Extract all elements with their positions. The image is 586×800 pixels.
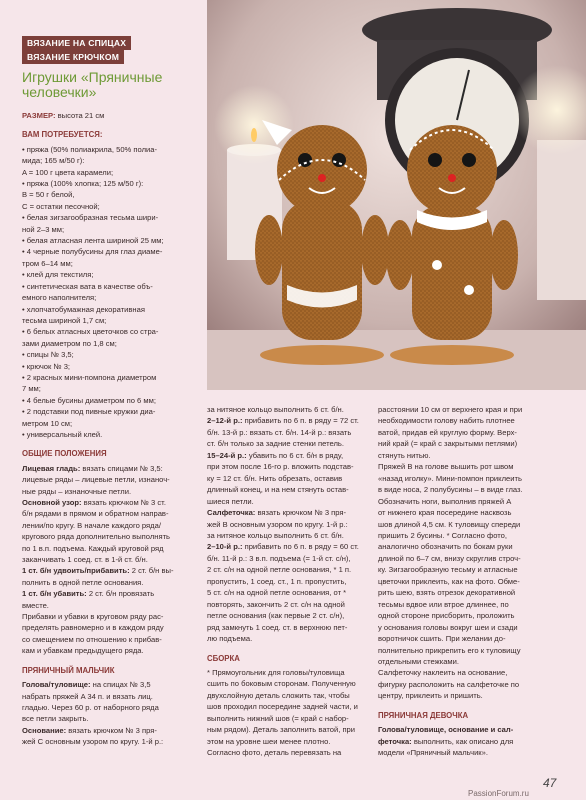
boy-line — [22, 691, 202, 702]
middle-line — [207, 633, 370, 644]
materials-line: • 4 белые бусины диаметром по 6 мм; — [22, 395, 156, 405]
right-text — [378, 404, 566, 702]
right-line — [378, 461, 566, 472]
general-line-text: 2 ст. б/н вы- — [129, 566, 174, 576]
right-column — [378, 404, 566, 759]
right-line-text: центру, приклеить и пришить. — [378, 691, 483, 701]
article-title — [22, 70, 202, 100]
materials-line: тесьма шириной 1,7 см; — [22, 315, 107, 325]
assembly-line: Согласно фото, деталь перевязать на — [207, 748, 342, 758]
general-line-text: лицевые ряды – лицевые петли, изнаноч- — [22, 475, 170, 485]
girl-line-text: модели «Пряничный мальчик». — [378, 748, 488, 758]
materials-line: емного наполнителя; — [22, 293, 97, 303]
middle-line-text: за нитяное кольцо выполнить 6 ст. б/н. — [207, 405, 344, 414]
middle-line — [207, 610, 370, 621]
materials-line: • спицы № 3,5; — [22, 350, 74, 360]
general-line — [22, 508, 202, 519]
middle-line-text: лю подъема. — [207, 634, 253, 644]
right-line — [378, 564, 566, 575]
middle-line — [207, 530, 370, 541]
girl-line — [378, 724, 566, 735]
materials-line: ной 2–3 мм; — [22, 224, 65, 234]
girl-line-text: выполнить, как описано для — [411, 736, 514, 746]
gingerbread-photo — [207, 0, 586, 390]
middle-line — [207, 438, 370, 449]
right-line-text: ватой, придав ей круглую форму. Верх- — [378, 427, 517, 437]
right-line-text: расстоянии 10 см от верхнего края и при — [378, 405, 523, 414]
middle-line-text: жей B основным узором по кругу. 1-й р.: — [207, 519, 348, 529]
size-value: высота 21 см — [55, 111, 105, 120]
middle-line — [207, 576, 370, 587]
right-line — [378, 633, 566, 644]
middle-line-text: прибавить по 6 п. в ряду = 72 ст. — [242, 416, 359, 426]
middle-line-text: шиеся петли. — [207, 496, 254, 506]
girl-line-bold: Голова/туловище, основание и сал- — [378, 725, 514, 735]
right-line — [378, 473, 566, 484]
materials-line: • синтетическая вата в качестве объ- — [22, 281, 153, 291]
boy-line-text: жей C основным узором по кругу. 1-й р.: — [22, 737, 164, 747]
general-line-text: заканчивать 1 соед. ст. в 1-й ст. б/н. — [22, 555, 148, 565]
right-line — [378, 656, 566, 667]
materials-line: • белая зигзагообразная тесьма шири- — [22, 213, 159, 223]
page-number: 47 — [543, 776, 557, 790]
general-line-bold: Лицевая гладь: — [22, 463, 81, 473]
middle-line-text: б/н. 11-й р.: 3 в.п. подъема (= 1-й ст. с/н), — [207, 553, 351, 563]
right-line-text: полнительно прикрепить его к туловищу — [378, 645, 521, 655]
right-line-text: Обозначить ноги, выполнив пряжей A — [378, 496, 512, 506]
middle-line-bold: 2–12-й р.: — [207, 416, 243, 426]
materials-list — [22, 144, 202, 441]
materials-line: A = 100 г цвета карамели; — [22, 167, 114, 177]
right-line — [378, 587, 566, 598]
materials-line: • клей для текстиля; — [22, 270, 94, 280]
boy-line — [22, 679, 202, 690]
middle-line-text: при этом после 16-го р. вложить подстав- — [207, 462, 354, 472]
right-line-text: тесьмы вдвое или втрое длиннее, по — [378, 599, 509, 609]
right-line-text: аналогично обозначить по бокам руки — [378, 542, 513, 552]
general-line-text: со смещением по отношению к прибав- — [22, 634, 162, 644]
right-line — [378, 599, 566, 610]
general-line-text: кам и убавкам предыдущего ряда. — [22, 646, 144, 656]
middle-line-text: за нитяное кольцо выполнить 6 ст. б/н. — [207, 530, 344, 540]
boy-line-text: набрать пряжей A 34 п. и вязать лиц. — [22, 691, 153, 701]
assembly-line: этом на уровне шеи менее плотно. — [207, 736, 331, 746]
materials-line: • универсальный клей. — [22, 429, 103, 439]
middle-text — [207, 404, 370, 645]
materials-line: • 6 белых атласных цветочков со стра- — [22, 327, 159, 337]
materials-line: мида; 165 м/50 г): — [22, 156, 85, 166]
right-line-text: от нижнего края посередине насквозь — [378, 508, 512, 518]
general-line-text: полнить в одной петле основания. — [22, 577, 144, 587]
materials-line: 7 мм; — [22, 384, 41, 394]
general-line-text: кругового ряда дополнительно выполнять — [22, 532, 171, 542]
right-line-text: воротничок сшить. При желании до- — [378, 634, 506, 644]
boy-line-bold: Голова/туловище: — [22, 680, 91, 690]
general-text — [22, 463, 202, 657]
middle-line — [207, 484, 370, 495]
middle-line-bold: Салфеточка: — [207, 508, 256, 518]
right-line — [378, 484, 566, 495]
general-line-bold: 1 ст. б/н убавить: — [22, 589, 87, 599]
assembly-line: * Прямоугольник для головы/туловища — [207, 667, 345, 677]
materials-line: C = остатки песочной; — [22, 201, 100, 211]
right-line — [378, 519, 566, 530]
general-line-text: пределять равномерно и в каждом ряду — [22, 623, 164, 633]
right-line — [378, 507, 566, 518]
right-line-text: одной стороне присборить, проложить — [378, 611, 515, 621]
right-line-text: Пряжей B на голове вышить рот швом — [378, 462, 514, 472]
general-line-text: вязать крючком № 3 ст. — [81, 498, 166, 507]
boy-line — [22, 702, 202, 713]
right-line — [378, 667, 566, 678]
general-line-text: по 1 в.п. подъема. Каждый круговой ряд — [22, 543, 164, 553]
title-line-2: человечки» — [22, 84, 97, 100]
general-line-bold: 1 ст. б/н удвоить/прибавить: — [22, 566, 130, 576]
materials-line: • пряжа (50% полиакрила, 50% полиа- — [22, 144, 158, 154]
middle-line — [207, 564, 370, 575]
right-line — [378, 679, 566, 690]
general-line — [22, 543, 202, 554]
right-line — [378, 427, 566, 438]
middle-line-text: прибавить по 6 п. в ряду = 60 ст. — [242, 542, 359, 552]
general-line-text: Прибавки и убавки в круговом ряду рас- — [22, 612, 164, 622]
right-line-text: отдельными стежками. — [378, 656, 459, 666]
general-line-text: вместе. — [22, 600, 49, 610]
right-line-text: ний край (= край с закрытыми петлями) — [378, 439, 518, 449]
right-line — [378, 576, 566, 587]
materials-line: • 2 подставки под пивные кружки диа- — [22, 407, 156, 417]
right-line-text: у основания головы вокруг шеи и сзади — [378, 622, 518, 632]
general-line-text: ные ряды – изнаночные петли. — [22, 486, 132, 496]
middle-column — [207, 404, 370, 759]
general-line — [22, 611, 202, 622]
watermark: PassionForum.ru — [468, 789, 529, 798]
boy-text — [22, 679, 202, 747]
middle-line-text: убавить по 6 ст. б/н в ряду, — [246, 450, 344, 460]
middle-line — [207, 415, 370, 426]
middle-line — [207, 587, 370, 598]
right-line — [378, 622, 566, 633]
general-line — [22, 577, 202, 588]
materials-line: метром 10 см; — [22, 418, 73, 428]
general-line-text: вязать спицами № 3,5: — [80, 463, 163, 473]
middle-line-text: 5 ст. с/н на одной петле основания, от * — [207, 588, 347, 598]
materials-line: • пряжа (100% хлопка; 125 м/50 г): — [22, 179, 144, 189]
assembly-line: шов проходил посередине задней части, и — [207, 702, 358, 712]
right-line — [378, 553, 566, 564]
right-line-text: стянуть нитью. — [378, 450, 431, 460]
materials-line: B = 50 г белой, — [22, 190, 75, 200]
general-line — [22, 645, 202, 656]
size-label: РАЗМЕР: — [22, 111, 56, 120]
section-tag-crochet: ВЯЗАНИЕ КРЮЧКОМ — [22, 50, 124, 64]
photo-illustration — [207, 0, 586, 390]
boy-heading: ПРЯНИЧНЫЙ МАЛЬЧИК — [22, 665, 115, 675]
materials-line: • белая атласная лента шириной 25 мм; — [22, 236, 164, 246]
girl-line-bold: феточка: — [378, 736, 412, 746]
boy-line — [22, 713, 202, 724]
boy-line — [22, 725, 202, 736]
right-line-text: пришить 2 бусины. * Согласно фото, — [378, 530, 507, 540]
materials-line: • 2 красных мини-помпона диаметром — [22, 372, 157, 382]
girl-line — [378, 736, 566, 747]
general-line-text: лении/по кругу. В начале каждого ряда/ — [22, 520, 161, 530]
right-line — [378, 645, 566, 656]
girl-text — [378, 724, 566, 758]
right-line-text: необходимости голову набить плотнее — [378, 416, 515, 426]
general-line — [22, 497, 202, 508]
size-line — [22, 110, 202, 121]
middle-line — [207, 496, 370, 507]
boy-line — [22, 736, 202, 747]
general-line — [22, 531, 202, 542]
right-line — [378, 690, 566, 701]
assembly-line: двухслойную деталь сложить так, чтобы — [207, 690, 350, 700]
general-line — [22, 474, 202, 485]
middle-line — [207, 450, 370, 461]
middle-line-text: ку = 12 ст. б/н. Нить обрезать, оставив — [207, 473, 343, 483]
girl-heading: ПРЯНИЧНАЯ ДЕВОЧКА — [378, 710, 469, 720]
boy-line-bold: Основание: — [22, 725, 67, 735]
general-line — [22, 600, 202, 611]
middle-line-bold: 15–24-й р.: — [207, 450, 247, 460]
middle-line — [207, 427, 370, 438]
boy-line-text: на спицах № 3,5 — [90, 680, 151, 690]
assembly-line: выполнить нижний шов (= край с набор- — [207, 713, 349, 723]
middle-line-text: ряд замкнуть 1 соед. ст. в верхнюю пет- — [207, 622, 348, 632]
right-line — [378, 610, 566, 621]
general-line — [22, 565, 202, 576]
assembly-line: ным рядом). Деталь заполнить ватой, при — [207, 725, 356, 735]
general-line — [22, 520, 202, 531]
assembly-text — [207, 667, 370, 759]
middle-line — [207, 622, 370, 633]
middle-line-text: петле основания (как первые 2 ст. с/н), — [207, 611, 345, 621]
middle-line — [207, 507, 370, 518]
boy-line-text: гладью. Через 60 р. от наборного ряда — [22, 702, 159, 712]
middle-line — [207, 553, 370, 564]
right-line-text: фигурку расположить на салфеточке по — [378, 679, 520, 689]
general-line — [22, 588, 202, 599]
general-line-text: 2 ст. б/н провязать — [86, 589, 155, 599]
right-line — [378, 496, 566, 507]
middle-line — [207, 541, 370, 552]
right-line — [378, 404, 566, 415]
middle-line-text: повторять, закончить 2 ст. с/н на одной — [207, 599, 345, 609]
materials-line: • хлопчатобумажная декоративная — [22, 304, 145, 314]
right-line-text: Салфеточку наклеить на основание, — [378, 668, 508, 678]
middle-line-text: б/н. 13-й р.: вязать ст. б/н. 14-й р.: вязать — [207, 427, 352, 437]
right-line — [378, 438, 566, 449]
section-tag-knitting: ВЯЗАНИЕ НА СПИЦАХ — [22, 36, 131, 50]
middle-line — [207, 599, 370, 610]
middle-line — [207, 461, 370, 472]
left-column — [22, 36, 202, 748]
right-line-text: длиной по 6–7 см, внизу скруглив строч- — [378, 553, 521, 563]
middle-line-bold: 2–10-й р.: — [207, 542, 243, 552]
right-line — [378, 530, 566, 541]
general-line-text: б/н рядами в прямом и обратном направ- — [22, 509, 169, 519]
right-line-text: цветочки приклеить, как на фото. Обме- — [378, 576, 520, 586]
right-line — [378, 450, 566, 461]
general-heading: ОБЩИЕ ПОЛОЖЕНИЯ — [22, 449, 107, 459]
assembly-heading: СБОРКА — [207, 653, 240, 663]
general-line — [22, 634, 202, 645]
right-line — [378, 541, 566, 552]
boy-line-text: вязать крючком № 3 пря- — [66, 725, 157, 735]
middle-line-text: вязать крючком № 3 пря- — [255, 508, 347, 518]
general-line — [22, 486, 202, 497]
title-line-1: Игрушки «Пряничные — [22, 69, 163, 85]
right-line — [378, 415, 566, 426]
boy-line-text: все петли закрыть. — [22, 714, 89, 724]
right-line-text: рить шею, взять отрезок декоративной — [378, 588, 516, 598]
middle-line — [207, 519, 370, 530]
right-line-text: «назад иголку». Мини-помпон приклеить — [378, 473, 522, 483]
materials-line: • крючок № 3; — [22, 361, 71, 371]
assembly-line: сшить по боковым сторонам. Полученную — [207, 679, 356, 689]
right-line-text: шов длиной 4,5 см. К туловищу спереди — [378, 519, 521, 529]
right-line-text: ку. Зигзагообразную тесьму и атласные — [378, 565, 518, 575]
general-line — [22, 463, 202, 474]
materials-line: • 4 черные полубусины для глаз диаме- — [22, 247, 163, 257]
general-line — [22, 622, 202, 633]
middle-line-text: длинный конец, и на нем стянуть остав- — [207, 485, 349, 495]
general-line — [22, 554, 202, 565]
middle-line — [207, 473, 370, 484]
middle-line — [207, 404, 370, 415]
middle-line-text: ст. б/н только за задние стенки петель. — [207, 439, 344, 449]
right-line-text: в виде носа, 2 полубусины – в виде глаз. — [378, 485, 523, 495]
materials-line: тром 6–14 мм; — [22, 258, 73, 268]
materials-heading: ВАМ ПОТРЕБУЕТСЯ: — [22, 130, 103, 140]
middle-line-text: 2 ст. с/н на одной петле основания, * 1 п. — [207, 565, 352, 575]
girl-line — [378, 747, 566, 758]
materials-line: зами диаметром по 1,8 см; — [22, 338, 117, 348]
general-line-bold: Основной узор: — [22, 498, 82, 507]
middle-line-text: пропустить, 1 соед. ст., 1 п. пропустить, — [207, 576, 347, 586]
